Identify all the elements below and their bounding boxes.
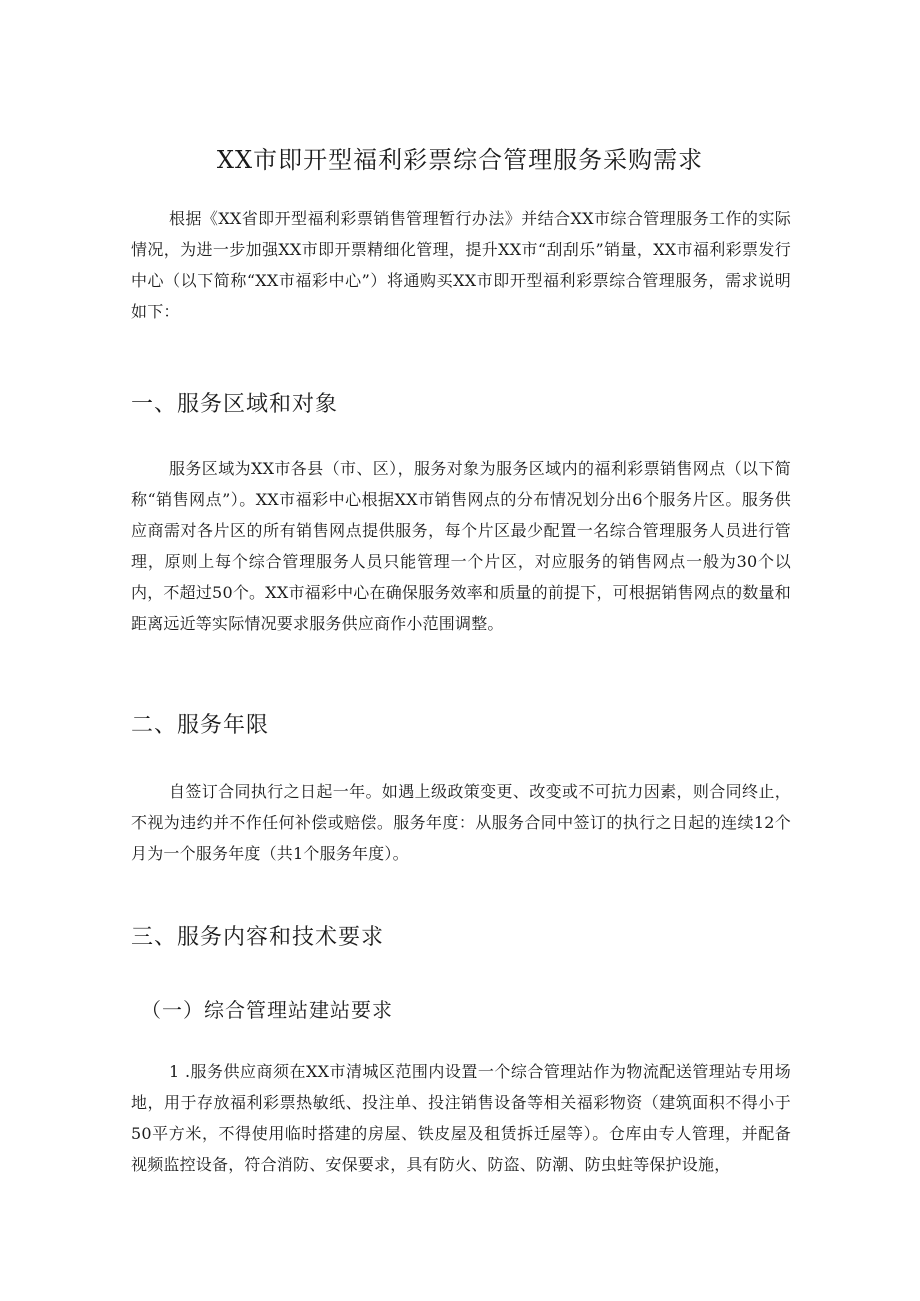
section-body-service-area: 服务区域为XX市各县（市、区），服务对象为服务区域内的福利彩票销售网点（以下简称“销售网点”）。XX市福彩中心根据XX市销售网点的分布情况划分出6个服务片区。服务供应商需对各片区的所有销售网点提供服务，每个片区最少配置一名综合管理服务人员进行管理，原则上每个综合管理服务人员只能管理一个片区，对应服务的销售网点一般为30个以内，不超过50个。XX市福彩中心在确保服务效率和质量的前提下，可根据销售网点的数量和距离远近等实际情况要求服务供应商作小范围调整。	[131, 459, 791, 633]
document-title: XX市即开型福利彩票综合管理服务采购需求	[216, 146, 704, 174]
intro-paragraph: 根据《XX省即开型福利彩票销售管理暂行办法》并结合XX市综合管理服务工作的实际情况，为进一步加强XX市即开票精细化管理，提升XX市“刮刮乐”销量，XX市福利彩票发行中心（以下简称“XX市福彩中心”）将通购买XX市即开型福利彩票综合管理服务，需求说明如下：	[131, 209, 791, 321]
section-heading-service-content: 三、服务内容和技术要求	[131, 925, 385, 950]
section-heading-service-term: 二、服务年限	[131, 713, 270, 738]
section-heading-service-area: 一、服务区域和对象	[131, 392, 339, 417]
subsection-heading-station: （一）综合管理站建站要求	[141, 998, 393, 1022]
section-body-service-term: 自签订合同执行之日起一年。如遇上级政策变更、改变或不可抗力因素，则合同终止，不视为违约并不作任何补偿或赔偿。服务年度：从服务合同中签订的执行之日起的连续12个月为一个服务年度（共1个服务年度）。	[131, 782, 791, 863]
subsection-body-station: 1 .服务供应商须在XX市清城区范围内设置一个综合管理站作为物流配送管理站专用场地，用于存放福利彩票热敏纸、投注单、投注销售设备等相关福彩物资（建筑面积不得小于50平方米，不得使用临时搭建的房屋、铁皮屋及租赁拆迁屋等）。仓库由专人管理，并配备视频监控设备，符合消防、安保要求，具有防火、防盗、防潮、防虫蛀等保护设施，	[131, 1062, 791, 1174]
